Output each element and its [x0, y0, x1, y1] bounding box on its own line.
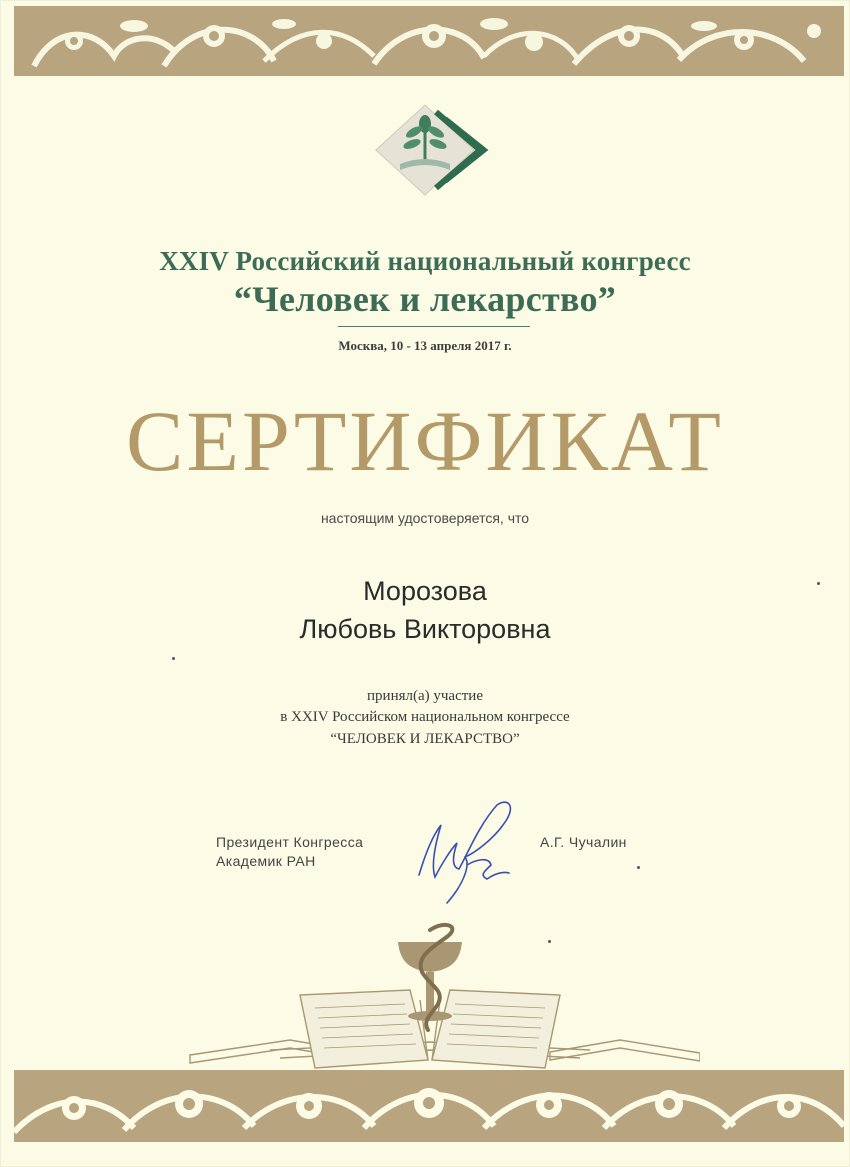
recipient-given-names: Любовь Викторовна [299, 614, 551, 644]
print-speck [637, 866, 640, 869]
certificate-heading: СЕРТИФИКАТ [126, 393, 724, 489]
participation-line2: в XXIV Российском национальном конгрессе [280, 709, 570, 725]
signature-icon [405, 795, 525, 910]
floral-ornament-top-icon [14, 6, 844, 76]
signatory-role-line2: Академик РАН [216, 853, 316, 869]
participation-line1: принял(а) участие [367, 688, 483, 704]
participation-line3: “ЧЕЛОВЕК И ЛЕКАРСТВО” [330, 731, 520, 747]
signatory-role-line1: Президент Конгресса [216, 834, 364, 850]
print-speck [817, 582, 820, 585]
print-speck [548, 940, 551, 943]
bowl-of-hygieia-icon [160, 920, 700, 1075]
place-date: Москва, 10 - 13 апреля 2017 г. [338, 338, 512, 353]
title-divider [338, 326, 530, 327]
congress-title-line2: “Человек и лекарство” [233, 279, 617, 319]
leaf-book-logo-icon [370, 100, 495, 200]
floral-ornament-bottom-icon [14, 1070, 844, 1142]
signatory-name: А.Г. Чучалин [540, 834, 627, 850]
recipient-surname: Морозова [363, 576, 487, 606]
congress-title-line1: XXIV Российский национальный конгресс [159, 246, 691, 276]
print-speck [172, 657, 175, 660]
certify-text: настоящим удостоверяется, что [320, 510, 530, 526]
